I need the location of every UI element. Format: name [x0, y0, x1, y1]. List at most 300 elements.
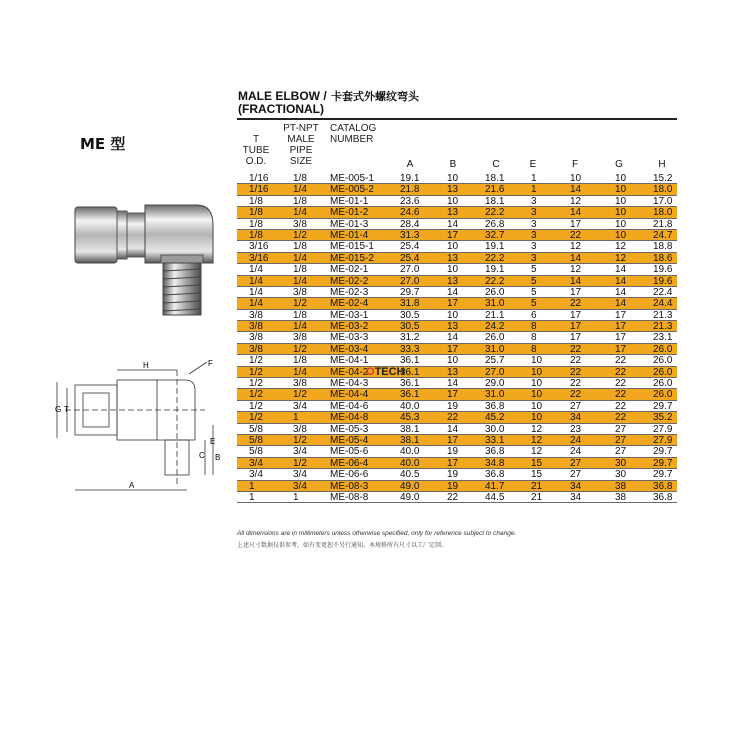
cell-c: 30.0 [485, 423, 505, 435]
cell-pipe: 1/8 [293, 355, 307, 367]
table-row [237, 173, 677, 184]
table-row [237, 230, 677, 241]
cell-pipe: 1/4 [293, 366, 307, 378]
cell-h: 29.7 [653, 469, 673, 481]
cell-t: 3/8 [249, 309, 263, 321]
cell-f: 22 [570, 343, 582, 355]
watermark-prefix: O [366, 366, 375, 378]
table-row [237, 276, 677, 287]
cell-cat: ME-02-1 [330, 264, 369, 276]
cell-b: 10 [447, 309, 459, 321]
table-row [237, 481, 677, 492]
cell-g: 17 [615, 321, 627, 333]
cell-b: 17 [447, 457, 459, 469]
title-line-1: MALE ELBOW / [238, 89, 327, 103]
cell-e: 8 [531, 343, 537, 355]
dim-label-c: C [199, 451, 205, 460]
cell-g: 12 [615, 241, 627, 253]
cell-g: 22 [615, 389, 627, 401]
cell-g: 14 [615, 264, 627, 276]
cell-b: 14 [447, 423, 459, 435]
cell-e: 10 [531, 366, 543, 378]
cell-a: 21.8 [400, 184, 420, 196]
table-row [237, 219, 677, 230]
cell-c: 45.2 [485, 412, 505, 424]
cell-e: 3 [531, 195, 537, 207]
cell-c: 34.8 [485, 457, 505, 469]
cell-a: 36.1 [400, 355, 420, 367]
cell-t: 1/8 [249, 207, 263, 219]
cell-t: 1/8 [249, 195, 263, 207]
cell-t: 5/8 [249, 423, 263, 435]
cell-c: 29.0 [485, 378, 505, 390]
cell-a: 38.1 [400, 423, 420, 435]
cell-e: 3 [531, 218, 537, 230]
cell-cat: ME-03-3 [330, 332, 369, 344]
cell-c: 24.2 [485, 321, 505, 333]
cell-a: 31.8 [400, 298, 420, 310]
cell-b: 13 [447, 252, 459, 264]
cell-c: 31.0 [485, 298, 505, 310]
cell-c: 25.7 [485, 355, 505, 367]
cell-f: 17 [570, 332, 582, 344]
cell-pipe: 1/8 [293, 309, 307, 321]
cell-c: 22.2 [485, 275, 505, 287]
cell-b: 14 [447, 378, 459, 390]
cell-f: 12 [570, 241, 582, 253]
cell-h: 26.0 [653, 378, 673, 390]
cell-c: 22.2 [485, 207, 505, 219]
cell-f: 27 [570, 457, 582, 469]
cell-e: 12 [531, 423, 543, 435]
cell-cat: ME-03-2 [330, 321, 369, 333]
cell-pipe: 1/8 [293, 241, 307, 253]
cell-c: 27.0 [485, 366, 505, 378]
cell-a: 40.5 [400, 469, 420, 481]
model-label: ME 型 [80, 135, 126, 153]
cell-a: 40.0 [400, 446, 420, 458]
cell-a: 36.1 [400, 378, 420, 390]
dim-label-b: B [215, 453, 221, 462]
cell-e: 10 [531, 378, 543, 390]
cell-b: 14 [447, 218, 459, 230]
cell-c: 32.7 [485, 229, 505, 241]
cell-f: 27 [570, 469, 582, 481]
cell-f: 24 [570, 446, 582, 458]
table-row [237, 321, 677, 332]
table-row [237, 241, 677, 252]
cell-e: 1 [531, 173, 537, 184]
cell-e: 10 [531, 355, 543, 367]
cell-cat: ME-06-6 [330, 469, 369, 481]
cell-b: 22 [447, 412, 459, 424]
cell-cat: ME-01-1 [330, 195, 369, 207]
cell-h: 19.6 [653, 275, 673, 287]
cell-a: 33.3 [400, 343, 420, 355]
cell-pipe: 3/8 [293, 332, 307, 344]
table-row [237, 401, 677, 412]
table-row [237, 492, 677, 503]
cell-t: 1 [249, 491, 255, 503]
cell-t: 1/2 [249, 355, 263, 367]
cell-b: 13 [447, 275, 459, 287]
cell-pipe: 3/4 [293, 446, 307, 458]
cell-b: 17 [447, 229, 459, 241]
cell-pipe: 1 [293, 491, 299, 503]
cell-b: 14 [447, 332, 459, 344]
cell-b: 17 [447, 389, 459, 401]
table-row [237, 196, 677, 207]
cell-e: 5 [531, 286, 537, 298]
cell-h: 23.1 [653, 332, 673, 344]
cell-e: 3 [531, 252, 537, 264]
cell-t: 1/2 [249, 366, 263, 378]
cell-pipe: 1/4 [293, 252, 307, 264]
cell-c: 26.8 [485, 218, 505, 230]
cell-f: 34 [570, 480, 582, 492]
cell-pipe: 1/8 [293, 195, 307, 207]
cell-cat: ME-06-4 [330, 457, 369, 469]
cell-pipe: 1/4 [293, 207, 307, 219]
cell-t: 3/8 [249, 332, 263, 344]
cell-f: 17 [570, 218, 582, 230]
dim-label-a: A [129, 481, 135, 490]
cell-g: 12 [615, 252, 627, 264]
cell-g: 10 [615, 218, 627, 230]
cell-e: 10 [531, 412, 543, 424]
table-row [237, 264, 677, 275]
cell-c: 19.1 [485, 241, 505, 253]
cell-a: 31.2 [400, 332, 420, 344]
cell-f: 27 [570, 400, 582, 412]
cell-h: 26.0 [653, 366, 673, 378]
cell-e: 5 [531, 298, 537, 310]
cell-pipe: 3/8 [293, 378, 307, 390]
cell-a: 49.0 [400, 480, 420, 492]
cell-a: 19.1 [400, 173, 420, 184]
dim-label-e: E [210, 437, 216, 446]
header-a: A [406, 159, 414, 170]
cell-g: 27 [615, 434, 627, 446]
cell-h: 18.8 [653, 241, 673, 253]
cell-a: 27.0 [400, 275, 420, 287]
cell-pipe: 3/4 [293, 480, 307, 492]
watermark [366, 366, 405, 378]
cell-f: 14 [570, 252, 582, 264]
cell-a: 36.1 [400, 366, 420, 378]
table-title [238, 89, 419, 116]
cell-c: 19.1 [485, 264, 505, 276]
cell-t: 3/16 [249, 252, 269, 264]
cell-f: 34 [570, 412, 582, 424]
cell-e: 3 [531, 229, 537, 241]
cell-f: 22 [570, 366, 582, 378]
cell-t: 1/2 [249, 378, 263, 390]
cell-c: 18.1 [485, 173, 505, 184]
cell-c: 26.0 [485, 286, 505, 298]
cell-pipe: 1/2 [293, 343, 307, 355]
header-f: F [571, 159, 579, 170]
cell-f: 22 [570, 378, 582, 390]
cell-f: 22 [570, 229, 582, 241]
cell-h: 29.7 [653, 457, 673, 469]
cell-g: 22 [615, 366, 627, 378]
cell-b: 19 [447, 400, 459, 412]
cell-e: 12 [531, 434, 543, 446]
cell-t: 3/8 [249, 321, 263, 333]
cell-cat: ME-01-3 [330, 218, 369, 230]
table-row [237, 378, 677, 389]
technical-drawing [55, 360, 230, 505]
cell-b: 10 [447, 264, 459, 276]
table-row [237, 253, 677, 264]
cell-cat: ME-03-1 [330, 309, 369, 321]
cell-f: 23 [570, 423, 582, 435]
dim-label-f: F [208, 360, 213, 368]
header-b: B [449, 159, 457, 170]
cell-t: 1 [249, 480, 255, 492]
cell-b: 19 [447, 469, 459, 481]
cell-pipe: 1/4 [293, 321, 307, 333]
cell-a: 27.0 [400, 264, 420, 276]
cell-f: 14 [570, 275, 582, 287]
cell-pipe: 1/2 [293, 229, 307, 241]
cell-pipe: 1/2 [293, 298, 307, 310]
cell-a: 45.3 [400, 412, 420, 424]
cell-h: 26.0 [653, 355, 673, 367]
cell-pipe: 1/8 [293, 173, 307, 184]
cell-cat: ME-005-1 [330, 173, 374, 184]
cell-f: 17 [570, 309, 582, 321]
cell-c: 36.8 [485, 469, 505, 481]
cell-a: 25.4 [400, 241, 420, 253]
table-row [237, 332, 677, 343]
cell-e: 6 [531, 309, 537, 321]
cell-g: 30 [615, 469, 627, 481]
cell-cat: ME-03-4 [330, 343, 369, 355]
table-row [237, 344, 677, 355]
cell-b: 17 [447, 343, 459, 355]
table-row [237, 389, 677, 400]
cell-f: 14 [570, 207, 582, 219]
cell-e: 8 [531, 321, 537, 333]
cell-b: 22 [447, 491, 459, 503]
cell-t: 1/2 [249, 400, 263, 412]
cell-h: 19.6 [653, 264, 673, 276]
cell-g: 14 [615, 286, 627, 298]
cell-h: 29.7 [653, 400, 673, 412]
cell-cat: ME-04-8 [330, 412, 369, 424]
cell-a: 28.4 [400, 218, 420, 230]
cell-cat: ME-04-3 [330, 378, 369, 390]
cell-h: 29.7 [653, 446, 673, 458]
table-row [237, 207, 677, 218]
header-tube-od: T TUBE O.D. [242, 134, 270, 167]
cell-h: 24.4 [653, 298, 673, 310]
table-row [237, 458, 677, 469]
cell-h: 22.4 [653, 286, 673, 298]
cell-f: 24 [570, 434, 582, 446]
cell-cat: ME-015-2 [330, 252, 374, 264]
cell-b: 19 [447, 480, 459, 492]
title-divider [237, 118, 677, 120]
cell-e: 10 [531, 400, 543, 412]
cell-a: 30.5 [400, 309, 420, 321]
cell-cat: ME-02-3 [330, 286, 369, 298]
cell-f: 22 [570, 298, 582, 310]
header-e: E [529, 159, 537, 170]
table-row [237, 412, 677, 423]
table-row [237, 298, 677, 309]
cell-a: 36.1 [400, 389, 420, 401]
cell-e: 15 [531, 469, 543, 481]
cell-pipe: 1/2 [293, 389, 307, 401]
cell-g: 22 [615, 355, 627, 367]
cell-h: 36.8 [653, 480, 673, 492]
cell-g: 27 [615, 423, 627, 435]
cell-t: 3/8 [249, 343, 263, 355]
cell-h: 18.0 [653, 184, 673, 196]
cell-cat: ME-05-4 [330, 434, 369, 446]
cell-t: 1/4 [249, 264, 263, 276]
cell-c: 26.0 [485, 332, 505, 344]
cell-t: 3/4 [249, 469, 263, 481]
cell-b: 19 [447, 446, 459, 458]
header-c: C [492, 159, 500, 170]
cell-h: 21.8 [653, 218, 673, 230]
cell-e: 8 [531, 332, 537, 344]
cell-h: 24.7 [653, 229, 673, 241]
cell-g: 10 [615, 207, 627, 219]
cell-b: 13 [447, 366, 459, 378]
cell-pipe: 1 [293, 412, 299, 424]
cell-b: 14 [447, 286, 459, 298]
cell-h: 36.8 [653, 491, 673, 503]
dim-label-g: G [55, 405, 62, 414]
cell-pipe: 3/8 [293, 423, 307, 435]
dim-label-t: T [64, 405, 69, 414]
cell-cat: ME-02-4 [330, 298, 369, 310]
cell-g: 10 [615, 173, 627, 184]
table-row [237, 355, 677, 366]
cell-e: 3 [531, 241, 537, 253]
cell-t: 1/2 [249, 412, 263, 424]
cell-b: 10 [447, 195, 459, 207]
cell-b: 10 [447, 355, 459, 367]
cell-a: 40.0 [400, 400, 420, 412]
cell-f: 12 [570, 264, 582, 276]
cell-h: 27.9 [653, 423, 673, 435]
cell-e: 12 [531, 446, 543, 458]
cell-g: 10 [615, 195, 627, 207]
cell-a: 25.4 [400, 252, 420, 264]
cell-a: 30.5 [400, 321, 420, 333]
cell-cat: ME-08-8 [330, 491, 369, 503]
cell-g: 38 [615, 480, 627, 492]
cell-a: 23.6 [400, 195, 420, 207]
cell-a: 40.0 [400, 457, 420, 469]
cell-g: 17 [615, 309, 627, 321]
watermark-text: TECH [374, 366, 405, 378]
cell-c: 41.7 [485, 480, 505, 492]
cell-cat: ME-02-2 [330, 275, 369, 287]
cell-f: 12 [570, 195, 582, 207]
title-line-2: (FRACTIONAL) [238, 102, 324, 116]
cell-h: 26.0 [653, 389, 673, 401]
cell-pipe: 1/2 [293, 434, 307, 446]
cell-g: 14 [615, 275, 627, 287]
cell-c: 36.8 [485, 400, 505, 412]
cell-cat: ME-01-4 [330, 229, 369, 241]
cell-f: 10 [570, 173, 582, 184]
cell-e: 3 [531, 207, 537, 219]
cell-c: 44.5 [485, 491, 505, 503]
cell-pipe: 3/4 [293, 469, 307, 481]
cell-t: 1/16 [249, 184, 269, 196]
title-chinese: 卡套式外螺纹弯头 [331, 90, 419, 103]
cell-g: 30 [615, 457, 627, 469]
cell-f: 22 [570, 389, 582, 401]
cell-b: 10 [447, 241, 459, 253]
table-row [237, 367, 677, 378]
cell-g: 22 [615, 400, 627, 412]
cell-b: 13 [447, 184, 459, 196]
table-row [237, 184, 677, 195]
header-catalog-number: CATALOG NUMBER [330, 123, 377, 145]
cell-h: 21.3 [653, 309, 673, 321]
cell-a: 49.0 [400, 491, 420, 503]
cell-g: 10 [615, 229, 627, 241]
cell-h: 18.0 [653, 207, 673, 219]
cell-t: 1/2 [249, 389, 263, 401]
cell-g: 17 [615, 343, 627, 355]
cell-t: 1/16 [249, 173, 269, 184]
cell-pipe: 3/4 [293, 400, 307, 412]
cell-cat: ME-08-3 [330, 480, 369, 492]
cell-c: 21.6 [485, 184, 505, 196]
cell-e: 10 [531, 389, 543, 401]
product-photo [65, 185, 230, 325]
cell-b: 10 [447, 173, 459, 184]
cell-c: 18.1 [485, 195, 505, 207]
cell-c: 21.1 [485, 309, 505, 321]
cell-pipe: 1/4 [293, 275, 307, 287]
cell-h: 27.9 [653, 434, 673, 446]
cell-g: 14 [615, 298, 627, 310]
cell-t: 1/8 [249, 229, 263, 241]
table-row [237, 287, 677, 298]
cell-c: 22.2 [485, 252, 505, 264]
cell-c: 31.0 [485, 389, 505, 401]
cell-cat: ME-05-3 [330, 423, 369, 435]
cell-g: 10 [615, 184, 627, 196]
cell-t: 3/4 [249, 457, 263, 469]
cell-h: 18.6 [653, 252, 673, 264]
cell-e: 15 [531, 457, 543, 469]
cell-f: 14 [570, 184, 582, 196]
cell-pipe: 1/2 [293, 457, 307, 469]
cell-a: 38.1 [400, 434, 420, 446]
cell-a: 31.3 [400, 229, 420, 241]
cell-t: 1/4 [249, 286, 263, 298]
cell-h: 26.0 [653, 343, 673, 355]
cell-pipe: 1/8 [293, 264, 307, 276]
header-pipe-size: PT-NPT MALE PIPE SIZE [283, 123, 319, 167]
cell-b: 17 [447, 434, 459, 446]
dimension-table [237, 173, 677, 503]
cell-c: 36.8 [485, 446, 505, 458]
cell-e: 5 [531, 264, 537, 276]
